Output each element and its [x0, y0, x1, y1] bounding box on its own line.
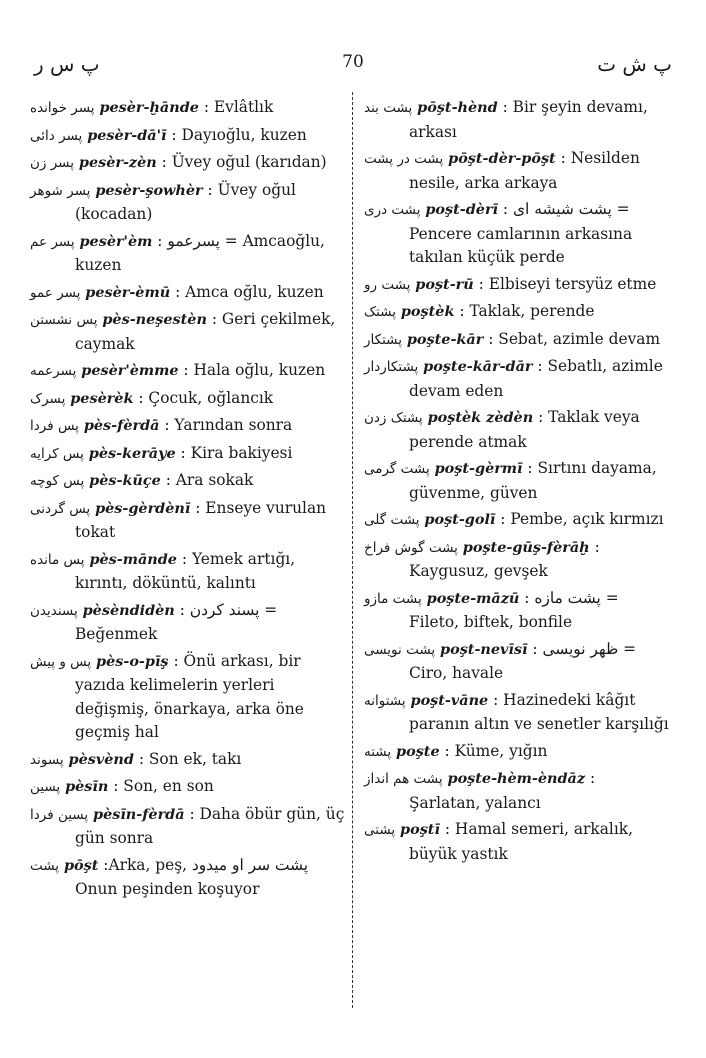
dictionary-entry — [364, 328, 670, 353]
dictionary-entry — [30, 96, 352, 121]
entry-definition: : Çocuk, oğlancık — [138, 388, 274, 407]
dictionary-entry — [30, 308, 352, 356]
entry-definition: : Son, en son — [113, 777, 214, 795]
entry-headword-arabic: پشت هم انداز — [364, 771, 443, 787]
entry-definition: : Ara sokak — [165, 471, 254, 489]
entry-transliteration: poşt-vāne — [410, 691, 489, 709]
dictionary-entry — [364, 740, 670, 765]
entry-transliteration: poşte — [396, 742, 440, 760]
dictionary-entry — [30, 359, 352, 384]
entry-transliteration: pès-o-pīş — [96, 652, 169, 670]
entry-definition: : Üvey oğul (karıdan) — [161, 153, 327, 171]
entry-headword-arabic: پسر عمو — [30, 284, 81, 301]
dictionary-entry — [364, 587, 670, 635]
dictionary-entry — [364, 689, 670, 737]
header-right-letters: پ ش ت — [597, 52, 672, 76]
dictionary-entry — [364, 355, 670, 403]
dictionary-entry — [30, 854, 352, 902]
entry-headword-arabic: پسر خوانده — [30, 100, 95, 116]
dictionary-entry — [364, 147, 670, 195]
entry-headword-arabic: پشت دری — [364, 202, 421, 218]
entry-headword-arabic: پشتکاردار — [364, 359, 419, 375]
entry-headword-arabic: پسین — [30, 779, 61, 795]
entry-transliteration: pōşt — [63, 856, 99, 874]
entry-transliteration: pesèr-dā'ī — [87, 126, 167, 144]
entry-transliteration: pesèrèk — [70, 389, 134, 407]
entry-definition: : Sebatlı, azimle devam eden — [409, 357, 663, 400]
dictionary-entry — [30, 179, 352, 227]
dictionary-entry — [30, 151, 352, 176]
dictionary-entry — [30, 442, 352, 467]
entry-definition: : Kira bakiyesi — [180, 443, 293, 462]
page-header — [30, 52, 676, 78]
entry-headword-arabic: پسرک — [30, 390, 66, 407]
header-left-letters: پ س ر — [34, 52, 100, 76]
entry-headword-arabic: پس مانده — [30, 551, 85, 568]
entry-headword-arabic: پسر عم — [30, 233, 75, 250]
entry-headword-arabic: پس نشستن — [30, 312, 98, 328]
entry-transliteration: poşt-rū — [415, 275, 474, 293]
entry-definition: : پشت مازه = Fileto, biftek, bonfile — [409, 588, 619, 631]
dictionary-entry — [30, 775, 352, 800]
dictionary-entry — [364, 638, 670, 686]
entry-definition: : Nesilden nesile, arka arkaya — [409, 149, 640, 192]
entry-definition: : Hamal semeri, arkalık, büyük yastık — [409, 820, 633, 863]
entry-transliteration: pōşt-dèr-pōşt — [448, 150, 556, 167]
dictionary-entry — [30, 548, 352, 596]
entry-headword-arabic: پشت گوش فراخ — [364, 539, 458, 556]
entry-definition: : Taklak veya perende atmak — [409, 408, 640, 451]
dictionary-entry — [364, 198, 670, 270]
column-divider — [352, 92, 353, 1008]
dictionary-entry — [364, 457, 670, 505]
entry-transliteration: pèsīn — [65, 778, 109, 795]
dictionary-entry — [30, 124, 352, 149]
dictionary-entry — [30, 281, 352, 306]
entry-headword-arabic: پشت مازو — [364, 590, 422, 607]
entry-headword-arabic: پشتی — [364, 822, 396, 838]
entry-definition: : Elbiseyi tersyüz etme — [478, 274, 657, 293]
dictionary-entry — [364, 818, 670, 866]
entry-definition: : Geri çekilmek, caymak — [75, 310, 336, 353]
entry-transliteration: pès-kerāye — [88, 444, 176, 462]
entry-definition: :Arka, peş, پشت سر او میدود Onun peşinden koşuyor — [75, 855, 309, 898]
entry-definition: : Pembe, açık kırmızı — [500, 510, 664, 528]
entry-headword-arabic: پشتک زدن — [364, 410, 423, 426]
entry-definition: : Sebat, azimle devam — [488, 329, 661, 348]
entry-definition: : Sırtını dayama, güvenme, güven — [409, 459, 657, 502]
entry-transliteration: pès-neşestèn — [102, 311, 207, 328]
entry-definition: : ظهر نویسی = Ciro, havale — [409, 639, 637, 682]
entry-headword-arabic: پس گردنی — [30, 500, 91, 517]
dictionary-entry — [364, 767, 670, 815]
dictionary-entry — [30, 748, 352, 773]
entry-transliteration: poşt-dèrī — [425, 201, 499, 218]
entry-transliteration: poştī — [400, 821, 440, 838]
dictionary-entry — [30, 414, 352, 439]
entry-headword-arabic: پس کرایه — [30, 445, 84, 462]
entry-definition: : Hala oğlu, kuzen — [183, 361, 326, 379]
entry-definition: : Amca oğlu, kuzen — [175, 282, 324, 301]
entry-definition: : پسند کردن = Beğenmek — [75, 600, 278, 643]
entry-headword-arabic: پشتکار — [364, 331, 402, 348]
entry-headword-arabic: پسر دائی — [30, 127, 83, 144]
page-number: 70 — [342, 52, 364, 72]
entry-transliteration: poştèk zèdèn — [427, 409, 534, 426]
dictionary-entry — [30, 650, 352, 745]
entry-definition: : پشت شیشه ای = Pencere camlarının arkasına takılan küçük perde — [409, 200, 633, 266]
entry-transliteration: pèsèndidèn — [82, 601, 175, 619]
dictionary-entry — [364, 96, 670, 144]
entry-headword-arabic: پسرعمه — [30, 363, 77, 379]
entry-headword-arabic: پشت بند — [364, 100, 413, 116]
entry-definition: : Küme, yığın — [444, 741, 548, 760]
entry-headword-arabic: پس فردا — [30, 418, 79, 434]
entry-transliteration: poşte-gūş-fèrāḫ — [462, 538, 590, 556]
entry-headword-arabic: پسوند — [30, 751, 64, 768]
right-column — [364, 96, 670, 869]
entry-transliteration: pès-fèrdā — [83, 417, 160, 434]
entry-definition: : Daha öbür gün, üç gün sonra — [75, 804, 345, 847]
entry-transliteration: pèsvènd — [68, 750, 134, 768]
entry-headword-arabic: پشت رو — [364, 276, 411, 293]
entry-headword-arabic: پشت گرمی — [364, 461, 430, 477]
entry-transliteration: pesèr-zèn — [78, 154, 157, 171]
dictionary-entry — [30, 803, 352, 851]
dictionary-entry — [30, 230, 352, 278]
entry-definition: : Yemek artığı, kırıntı, döküntü, kalıntı — [75, 549, 296, 592]
dictionary-entry — [30, 387, 352, 412]
dictionary-entry — [30, 599, 352, 647]
entry-definition: : Enseye vurulan tokat — [75, 498, 327, 541]
entry-headword-arabic: پس کوچه — [30, 473, 85, 489]
entry-headword-arabic: پس و پیش — [30, 653, 92, 670]
dictionary-entry — [364, 300, 670, 325]
entry-definition: : Bir şeyin devamı, arkası — [409, 98, 648, 141]
entry-headword-arabic: پشت — [30, 857, 60, 874]
entry-transliteration: pès-kūçe — [89, 472, 161, 489]
entry-headword-arabic: پسر زن — [30, 155, 74, 171]
entry-transliteration: poşte-māzū — [426, 589, 520, 607]
entry-headword-arabic: پشت نویسی — [364, 641, 436, 658]
entry-definition: : Taklak, perende — [459, 302, 595, 320]
entry-transliteration: pès-mānde — [89, 550, 177, 568]
entry-transliteration: pesèr-şowhèr — [95, 181, 203, 199]
left-column — [30, 96, 352, 905]
entry-headword-arabic: پسر شوهر — [30, 182, 91, 199]
dictionary-entry — [364, 406, 670, 454]
entry-definition: : Dayıoğlu, kuzen — [171, 125, 307, 144]
entry-transliteration: pèsīn-fèrdā — [93, 805, 185, 823]
dictionary-entry — [30, 497, 352, 545]
entry-transliteration: poşt-nevīsī — [440, 640, 528, 658]
entry-transliteration: poşte-kār-dār — [423, 358, 533, 375]
entry-definition: : Evlâtlık — [203, 98, 274, 116]
entry-definition: : Hazinedeki kâğıt paranın altın ve senetler karşılığı — [409, 690, 669, 733]
entry-definition: : Üvey oğul (kocadan) — [75, 180, 296, 223]
entry-transliteration: pesèr-ḫānde — [99, 99, 199, 116]
entry-definition: : Kaygusuz, gevşek — [409, 537, 600, 580]
entry-headword-arabic: پشتک — [364, 304, 396, 320]
entry-headword-arabic: پسندیدن — [30, 602, 78, 619]
entry-transliteration: pès-gèrdènī — [95, 499, 191, 517]
entry-transliteration: poşt-gèrmī — [434, 460, 523, 477]
dictionary-entry — [364, 508, 670, 533]
entry-transliteration: pesèr'èm — [79, 232, 153, 250]
entry-definition: : Son ek, takı — [138, 749, 242, 768]
entry-definition: : پسرعمو = Amcaoğlu, kuzen — [75, 231, 325, 274]
dictionary-entry — [364, 273, 670, 298]
entry-transliteration: pesèr-èmū — [85, 283, 171, 301]
entry-headword-arabic: پشته — [364, 743, 392, 760]
entry-transliteration: pōşt-hènd — [417, 99, 498, 116]
entry-transliteration: pesèr'èmme — [81, 362, 179, 379]
dictionary-entry — [30, 469, 352, 494]
entry-headword-arabic: پسین فردا — [30, 806, 89, 823]
entry-transliteration: poşt-golī — [424, 511, 496, 528]
entry-transliteration: poşte-hèm-èndāz — [447, 770, 586, 787]
entry-headword-arabic: پشت در پشت — [364, 151, 444, 167]
entry-transliteration: poştèk — [400, 303, 455, 320]
entry-definition: : Önü arkası, bir yazıda kelimelerin yerleri değişmiş, önarkaya, arka öne geçmiş hal — [75, 651, 304, 741]
entry-transliteration: poşte-kār — [406, 330, 484, 348]
dictionary-entry — [364, 536, 670, 584]
entry-headword-arabic: پشتوانه — [364, 692, 406, 709]
entry-definition: : Yarından sonra — [164, 416, 293, 434]
entry-definition: : Şarlatan, yalancı — [409, 769, 596, 812]
entry-headword-arabic: پشت گلی — [364, 512, 420, 528]
